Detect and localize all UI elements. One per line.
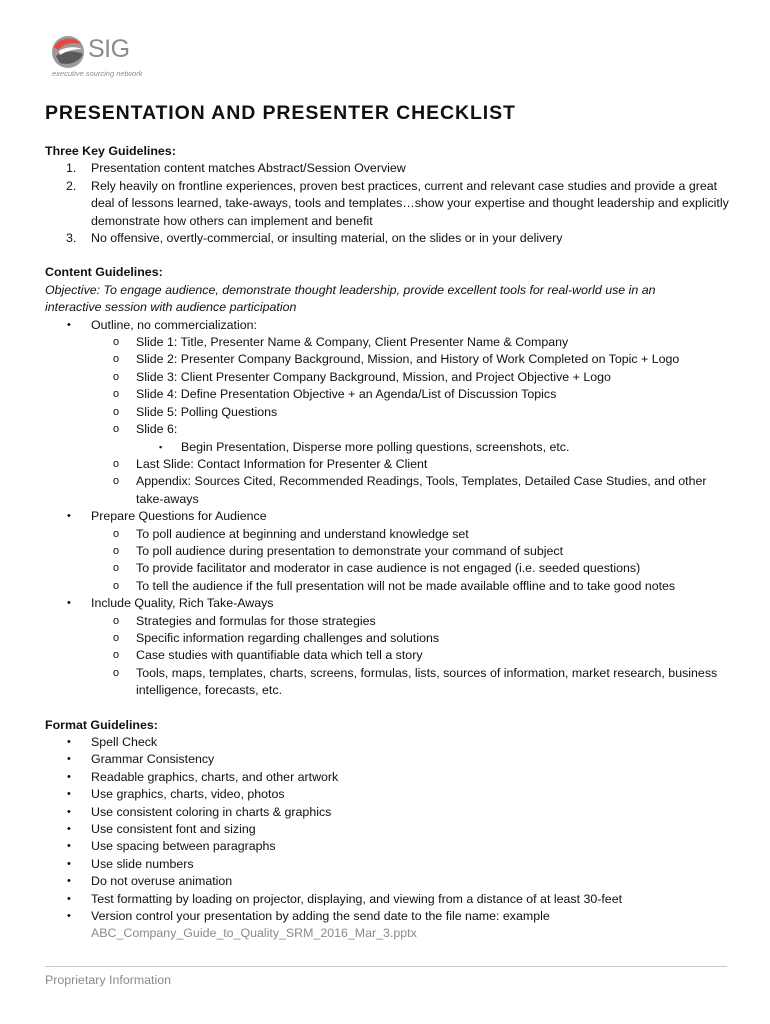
document-body	[45, 143, 735, 943]
list-item-text: Use consistent coloring in charts & graphics	[91, 804, 332, 819]
circle-bullet-icon: o	[113, 475, 120, 488]
list-item	[136, 439, 735, 456]
list-item	[45, 821, 735, 838]
circle-bullet-icon: o	[113, 631, 120, 644]
list-item	[91, 526, 735, 543]
list-item	[91, 647, 735, 664]
list-item-text: To tell the audience if the full presentation will not be made available offline and to take good notes	[136, 578, 676, 593]
list-item-text: Appendix: Sources Cited, Recommended Readings, Tools, Templates, Detailed Case Studies, and other take-aways	[136, 474, 707, 506]
list-item	[45, 856, 735, 873]
list-item-text: Specific information regarding challenges and solutions	[136, 630, 440, 645]
circle-bullet-icon: o	[113, 649, 120, 662]
list-item	[91, 404, 735, 421]
list-number: 2.	[66, 178, 77, 193]
list-item	[45, 769, 735, 786]
list-item-text: Last Slide: Contact Information for Presenter & Client	[136, 456, 428, 471]
slide6-sub-list	[136, 439, 735, 456]
list-item-text: Version control your presentation by adding the send date to the file name: example	[91, 909, 550, 924]
list-item	[91, 456, 735, 473]
list-item-text: Slide 1: Title, Presenter Name & Company, Client Presenter Name & Company	[136, 335, 569, 350]
list-item	[91, 665, 735, 700]
circle-bullet-icon: o	[113, 370, 120, 383]
document-title: PRESENTATION AND PRESENTER CHECKLIST	[45, 102, 516, 124]
bullet-icon: •	[67, 788, 71, 801]
bullet-icon: •	[67, 910, 71, 923]
format-guidelines-list	[45, 734, 735, 925]
content-guidelines-list	[45, 317, 735, 700]
circle-bullet-icon: o	[113, 527, 120, 540]
list-item-text: Slide 2: Presenter Company Background, Mission, and History of Work Completed on Topic + Logo	[136, 352, 680, 367]
circle-bullet-icon: o	[113, 544, 120, 557]
list-item-text: To poll audience at beginning and understand knowledge set	[136, 526, 469, 541]
circle-bullet-icon: o	[113, 423, 120, 436]
example-filename: ABC_Company_Guide_to_Quality_SRM_2016_Mar_3.pptx	[91, 926, 417, 941]
list-item	[91, 560, 735, 577]
list-item-text: Case studies with quantifiable data which tell a story	[136, 648, 423, 663]
circle-bullet-icon: o	[113, 562, 120, 575]
list-item-text: Presentation content matches Abstract/Session Overview	[91, 161, 406, 176]
list-item	[91, 421, 735, 456]
list-item	[45, 230, 735, 247]
format-guidelines-heading: Format Guidelines:	[45, 717, 158, 732]
circle-bullet-icon: o	[113, 405, 120, 418]
list-item-text: Do not overuse animation	[91, 874, 233, 889]
footer-divider	[45, 966, 727, 967]
list-item-text: Test formatting by loading on projector, displaying, and viewing from a distance of at least 30-feet	[91, 891, 623, 906]
circle-bullet-icon: o	[113, 579, 120, 592]
takeaways-list	[91, 613, 735, 700]
list-item-outline	[45, 317, 735, 508]
list-item-text: Spell Check	[91, 735, 158, 749]
key-guidelines-heading: Three Key Guidelines:	[45, 144, 176, 158]
circle-bullet-icon: o	[113, 388, 120, 401]
list-item-text: Slide 4: Define Presentation Objective + an Agenda/List of Discussion Topics	[136, 387, 557, 402]
bullet-icon: •	[67, 875, 71, 888]
list-item	[45, 786, 735, 803]
logo-wordmark: SIG	[88, 35, 130, 63]
list-item	[45, 908, 735, 925]
list-item	[45, 751, 735, 768]
list-item	[91, 334, 735, 351]
bullet-icon: •	[67, 805, 71, 818]
list-item-text: To provide facilitator and moderator in case audience is not engaged (i.e. seeded questions)	[136, 561, 641, 576]
list-item	[91, 630, 735, 647]
list-item	[91, 613, 735, 630]
list-item-text: Strategies and formulas for those strategies	[136, 613, 376, 628]
content-guidelines-heading: Content Guidelines:	[45, 265, 163, 280]
bullet-icon: •	[67, 318, 71, 331]
section-spacer	[45, 700, 735, 717]
list-item	[45, 838, 735, 855]
circle-bullet-icon: o	[113, 666, 120, 679]
list-item-text: Grammar Consistency	[91, 752, 215, 767]
list-item-text: Slide 6:	[136, 422, 178, 437]
list-number: 3.	[66, 231, 77, 246]
bullet-icon: •	[67, 597, 71, 610]
list-item-text: To poll audience during presentation to demonstrate your command of subject	[136, 543, 564, 558]
list-item	[45, 804, 735, 821]
list-item-text: Prepare Questions for Audience	[91, 509, 267, 524]
sig-logo-mark-icon	[50, 34, 86, 70]
list-item-takeaways	[45, 595, 735, 699]
list-item-text: Rely heavily on frontline experiences, proven best practices, current and relevant case studies and provide a great deal of lessons learned, take-aways, tools and templates…show your expertise and thought leadership and explicitly demonstrate how others can implement and benefit	[91, 178, 729, 228]
list-item-questions	[45, 508, 735, 595]
list-item-text: Begin Presentation, Disperse more polling questions, screenshots, etc.	[181, 439, 570, 454]
list-item	[91, 543, 735, 560]
circle-bullet-icon: o	[113, 336, 120, 349]
list-item	[91, 578, 735, 595]
list-item-text: Use graphics, charts, video, photos	[91, 787, 285, 802]
list-item-text: Slide 5: Polling Questions	[136, 404, 278, 419]
list-item	[91, 351, 735, 368]
list-item-text: Slide 3: Client Presenter Company Background, Mission, and Project Objective + Logo	[136, 369, 611, 384]
list-item-text: Readable graphics, charts, and other artwork	[91, 769, 339, 784]
logo-tagline: executive sourcing network	[52, 69, 143, 78]
bullet-icon: •	[67, 510, 71, 523]
section-spacer	[45, 247, 735, 264]
list-item	[91, 386, 735, 403]
list-item-text: Tools, maps, templates, charts, screens, formulas, lists, sources of information, market research, business intelligence, forecasts, etc.	[136, 665, 718, 698]
square-bullet-icon: ▪	[159, 441, 163, 452]
list-item-text: Use spacing between paragraphs	[91, 839, 276, 854]
questions-list	[91, 526, 735, 596]
bullet-icon: •	[67, 770, 71, 783]
content-objective: Objective: To engage audience, demonstrate thought leadership, provide excellent tools for real-world use in an interactive session with audience participation	[45, 282, 656, 315]
list-item-text: No offensive, overtly-commercial, or insulting material, on the slides or in your delivery	[91, 231, 563, 246]
circle-bullet-icon: o	[113, 353, 120, 366]
bullet-icon: •	[67, 892, 71, 905]
circle-bullet-icon: o	[113, 457, 120, 470]
outline-slide-list	[91, 334, 735, 508]
list-item-text: Use consistent font and sizing	[91, 822, 256, 837]
list-item	[45, 891, 735, 908]
list-item	[91, 473, 735, 508]
list-item	[45, 734, 735, 751]
circle-bullet-icon: o	[113, 614, 120, 627]
bullet-icon: •	[67, 736, 71, 748]
list-number: 1.	[66, 161, 77, 176]
bullet-icon: •	[67, 857, 71, 870]
list-item	[45, 178, 735, 230]
list-item	[91, 369, 735, 386]
list-item-text: Outline, no commercialization:	[91, 317, 257, 332]
footer-text: Proprietary Information	[45, 973, 172, 987]
key-guidelines-list	[45, 160, 735, 247]
list-item-text: Use slide numbers	[91, 856, 194, 871]
sig-logo	[50, 32, 160, 82]
bullet-icon: •	[67, 840, 71, 853]
list-item	[45, 873, 735, 890]
list-item-text: Include Quality, Rich Take-Aways	[91, 596, 274, 611]
bullet-icon: •	[67, 753, 71, 766]
list-item	[45, 160, 735, 177]
bullet-icon: •	[67, 823, 71, 836]
